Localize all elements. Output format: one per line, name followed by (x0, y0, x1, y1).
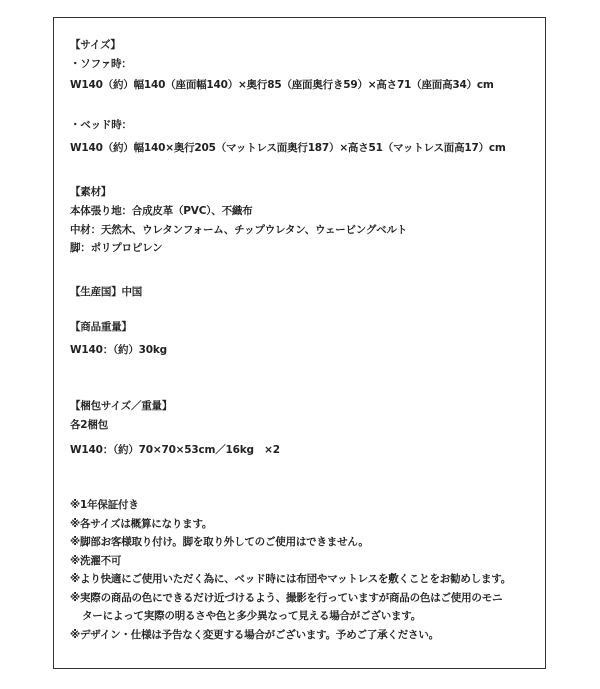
note-approximate: ※各サイズは概算になります。 (70, 518, 213, 530)
bed-label: ・ベッド時： (70, 119, 132, 131)
material-filling: 中材：天然木、ウレタンフォーム、チップウレタン、ウェービングベルト (70, 224, 408, 236)
bed-dimensions: W140（約）幅140×奥行205（マットレス面奥行187）×高さ51（マットレス面高17）cm (70, 142, 506, 154)
note-warranty: ※1年保証付き (70, 499, 139, 511)
weight-value: W140：（約）30kg (70, 344, 167, 356)
note-design: ※デザイン・仕様は予告なく変更する場合がございます。予めご了承ください。 (70, 629, 439, 641)
note-color: ※実際の商品の色にできるだけ近づけるよう、撮影を行っていますが商品の色はご使用のモニ (70, 592, 503, 604)
sofa-dimensions: W140（約）幅140（座面幅140）×奥行85（座面奥行き59）×高さ71（座面高34）cm (70, 79, 494, 91)
material-heading: 【素材】 (70, 186, 112, 198)
note-color-continued: ターによって実際の明るさや色と多少異なって見える場合がございます。 (82, 610, 422, 622)
sofa-label: ・ソファ時： (70, 58, 132, 70)
note-legs: ※脚部お客様取り付け。脚を取り外してのご使用はできません。 (70, 536, 369, 548)
weight-heading: 【商品重量】 (70, 321, 132, 333)
package-count: 各2梱包 (70, 419, 109, 431)
material-upholstery: 本体張り地：合成皮革（PVC）、不織布 (70, 205, 253, 217)
size-heading: 【サイズ】 (70, 39, 121, 51)
note-washing: ※洗濯不可 (70, 555, 122, 567)
note-mattress: ※より快適にご使用いただく為に、ベッド時には布団やマットレスを敷くことをお勧めします。 (70, 573, 512, 585)
package-heading: 【梱包サイズ／重量】 (70, 400, 173, 412)
package-value: W140：（約）70×70×53cm／16kg ×2 (70, 444, 280, 456)
origin-text: 【生産国】中国 (70, 286, 143, 298)
material-legs: 脚：ポリプロピレン (70, 242, 163, 254)
